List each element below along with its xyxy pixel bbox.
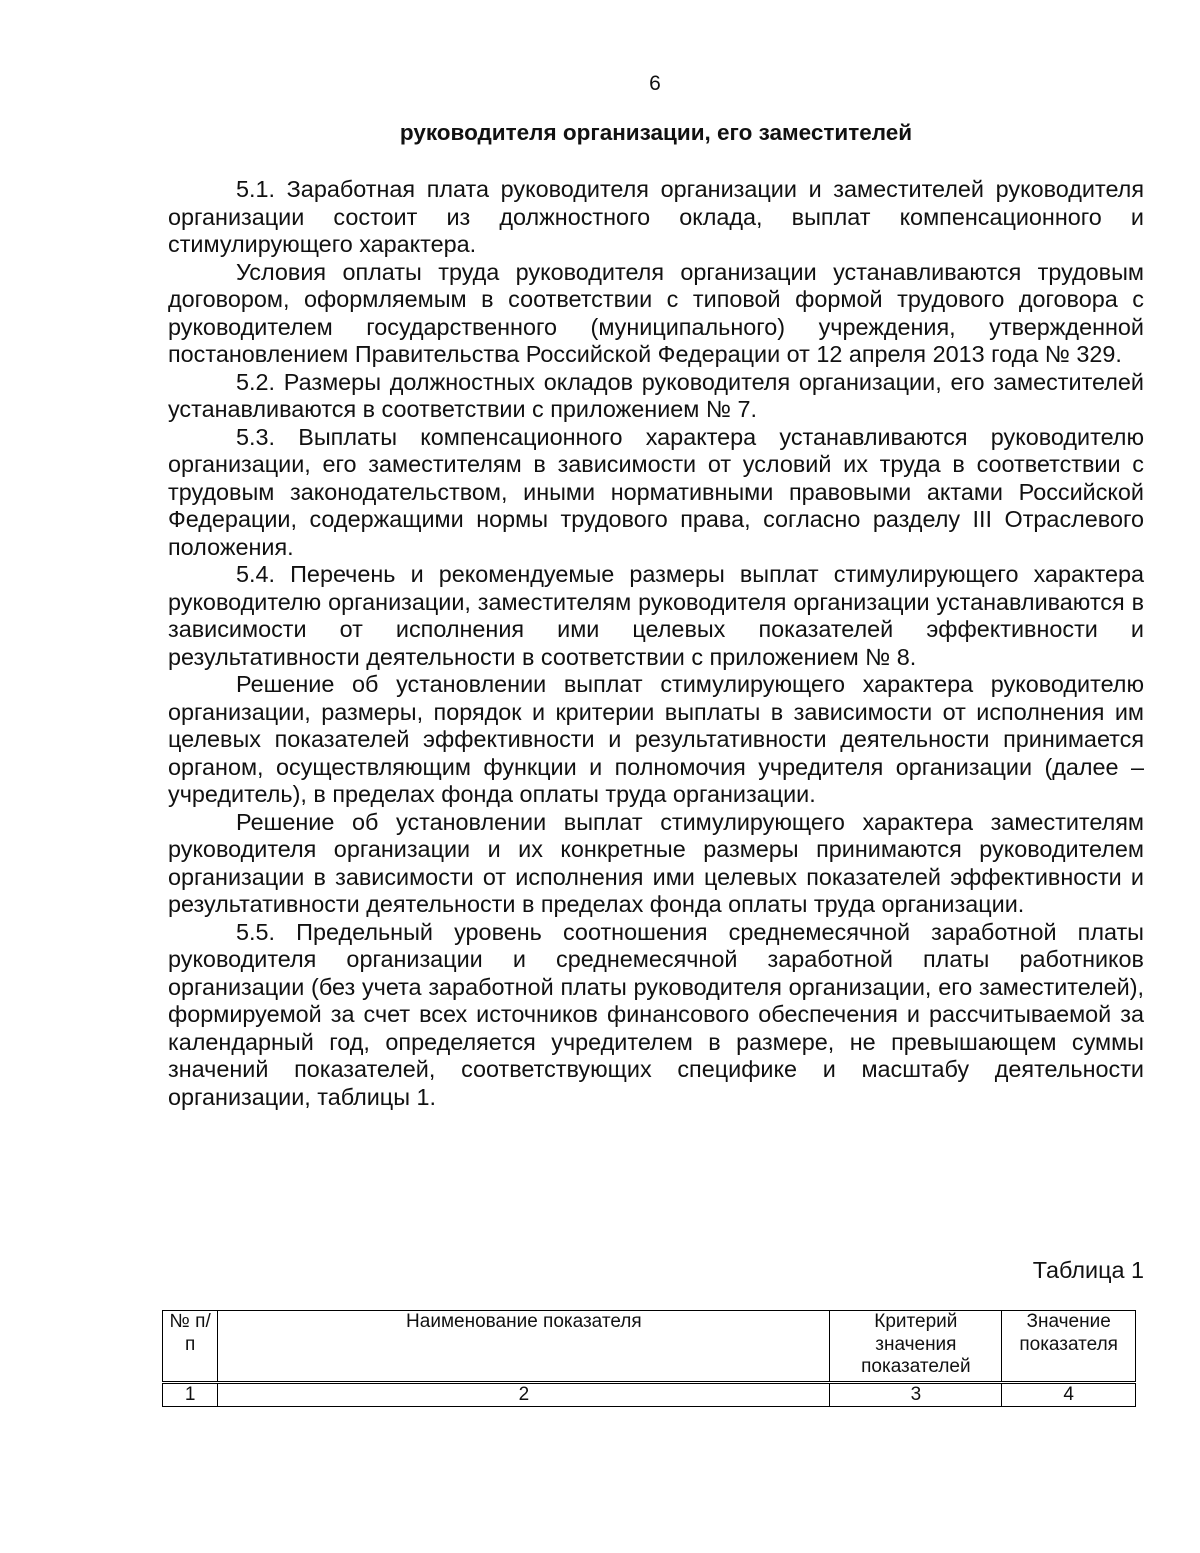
header-indicator-name: Наименование показателя bbox=[218, 1311, 830, 1383]
column-number: 3 bbox=[830, 1383, 1002, 1407]
paragraph-decision-head: Решение об установлении выплат стимулирующего характера руководителю организации, размеры, порядок и критерии выплаты в зависимости от исполнения им целевых показателей эффективности и результативности деятельности принимается органом, осуществляющим функции и полномочия учредителя организации (далее – учредитель), в пределах фонда оплаты труда организации. bbox=[168, 671, 1144, 807]
paragraph-decision-deputies: Решение об установлении выплат стимулирующего характера заместителям руководителя организации и их конкретные размеры принимаются руководителем организации в зависимости от исполнения ими целевых показателей эффективности и результативности деятельности в пределах фонда оплаты труда организации. bbox=[168, 808, 1144, 917]
column-number-row bbox=[163, 1383, 1136, 1407]
header-number: № п/п bbox=[163, 1311, 218, 1383]
paragraph-5-3: 5.3. Выплаты компенсационного характера устанавливаются руководителю организации, его заместителям в зависимости от условий их труда в соответствии с трудовым законодательством, иными нормативными правовыми актами Российской Федерации, содержащими нормы трудового права, согласно разделу III Отраслевого положения. bbox=[168, 423, 1144, 560]
section-heading: руководителя организации, его заместителей bbox=[399, 120, 913, 145]
paragraph-5-1: 5.1. Заработная плата руководителя организации и заместителей руководителя организации состоит из должностного оклада, выплат компенсационного и стимулирующего характера. bbox=[168, 176, 1144, 257]
paragraph-labor-conditions: Условия оплаты труда руководителя организации устанавливаются трудовым договором, оформляемым в соответствии с типовой формой трудового договора с руководителем государственного (муниципального) учреждения, утвержденной постановлением Правительства Российской Федерации от 12 апреля 2013 года № 329. bbox=[168, 258, 1144, 367]
paragraph-5-5: 5.5. Предельный уровень соотношения среднемесячной заработной платы руководителя организации и среднемесячной заработной платы работников организации (без учета заработной платы руководителя организации, его заместителей), формируемой за счет всех источников финансового обеспечения и рассчитываемой за календарный год, определяется учредителем в размере, не превышающем суммы значений показателей, соответствующих специфике и масштабу деятельности организации, таблицы 1. bbox=[168, 918, 1144, 1110]
table-caption: Таблица 1 bbox=[1032, 1257, 1144, 1283]
paragraph-5-2: 5.2. Размеры должностных окладов руководителя организации, его заместителей устанавливаются в соответствии с приложением № 7. bbox=[168, 368, 1144, 422]
page-number: 6 bbox=[649, 72, 661, 95]
paragraph-5-4: 5.4. Перечень и рекомендуемые размеры выплат стимулирующего характера руководителю организации, заместителям руководителя организации устанавливаются в зависимости от исполнения ими целевых показателей эффективности и результативности деятельности в соответствии с приложением № 8. bbox=[168, 561, 1144, 670]
column-number: 2 bbox=[218, 1383, 830, 1407]
indicator-table bbox=[162, 1310, 1136, 1407]
header-value: Значение показателя bbox=[1002, 1311, 1136, 1383]
header-criterion: Критерий значения показателей bbox=[830, 1311, 1002, 1383]
document-body bbox=[168, 176, 1144, 1111]
table-header-row bbox=[163, 1311, 1136, 1383]
column-number: 4 bbox=[1002, 1383, 1136, 1407]
column-number: 1 bbox=[163, 1383, 218, 1407]
